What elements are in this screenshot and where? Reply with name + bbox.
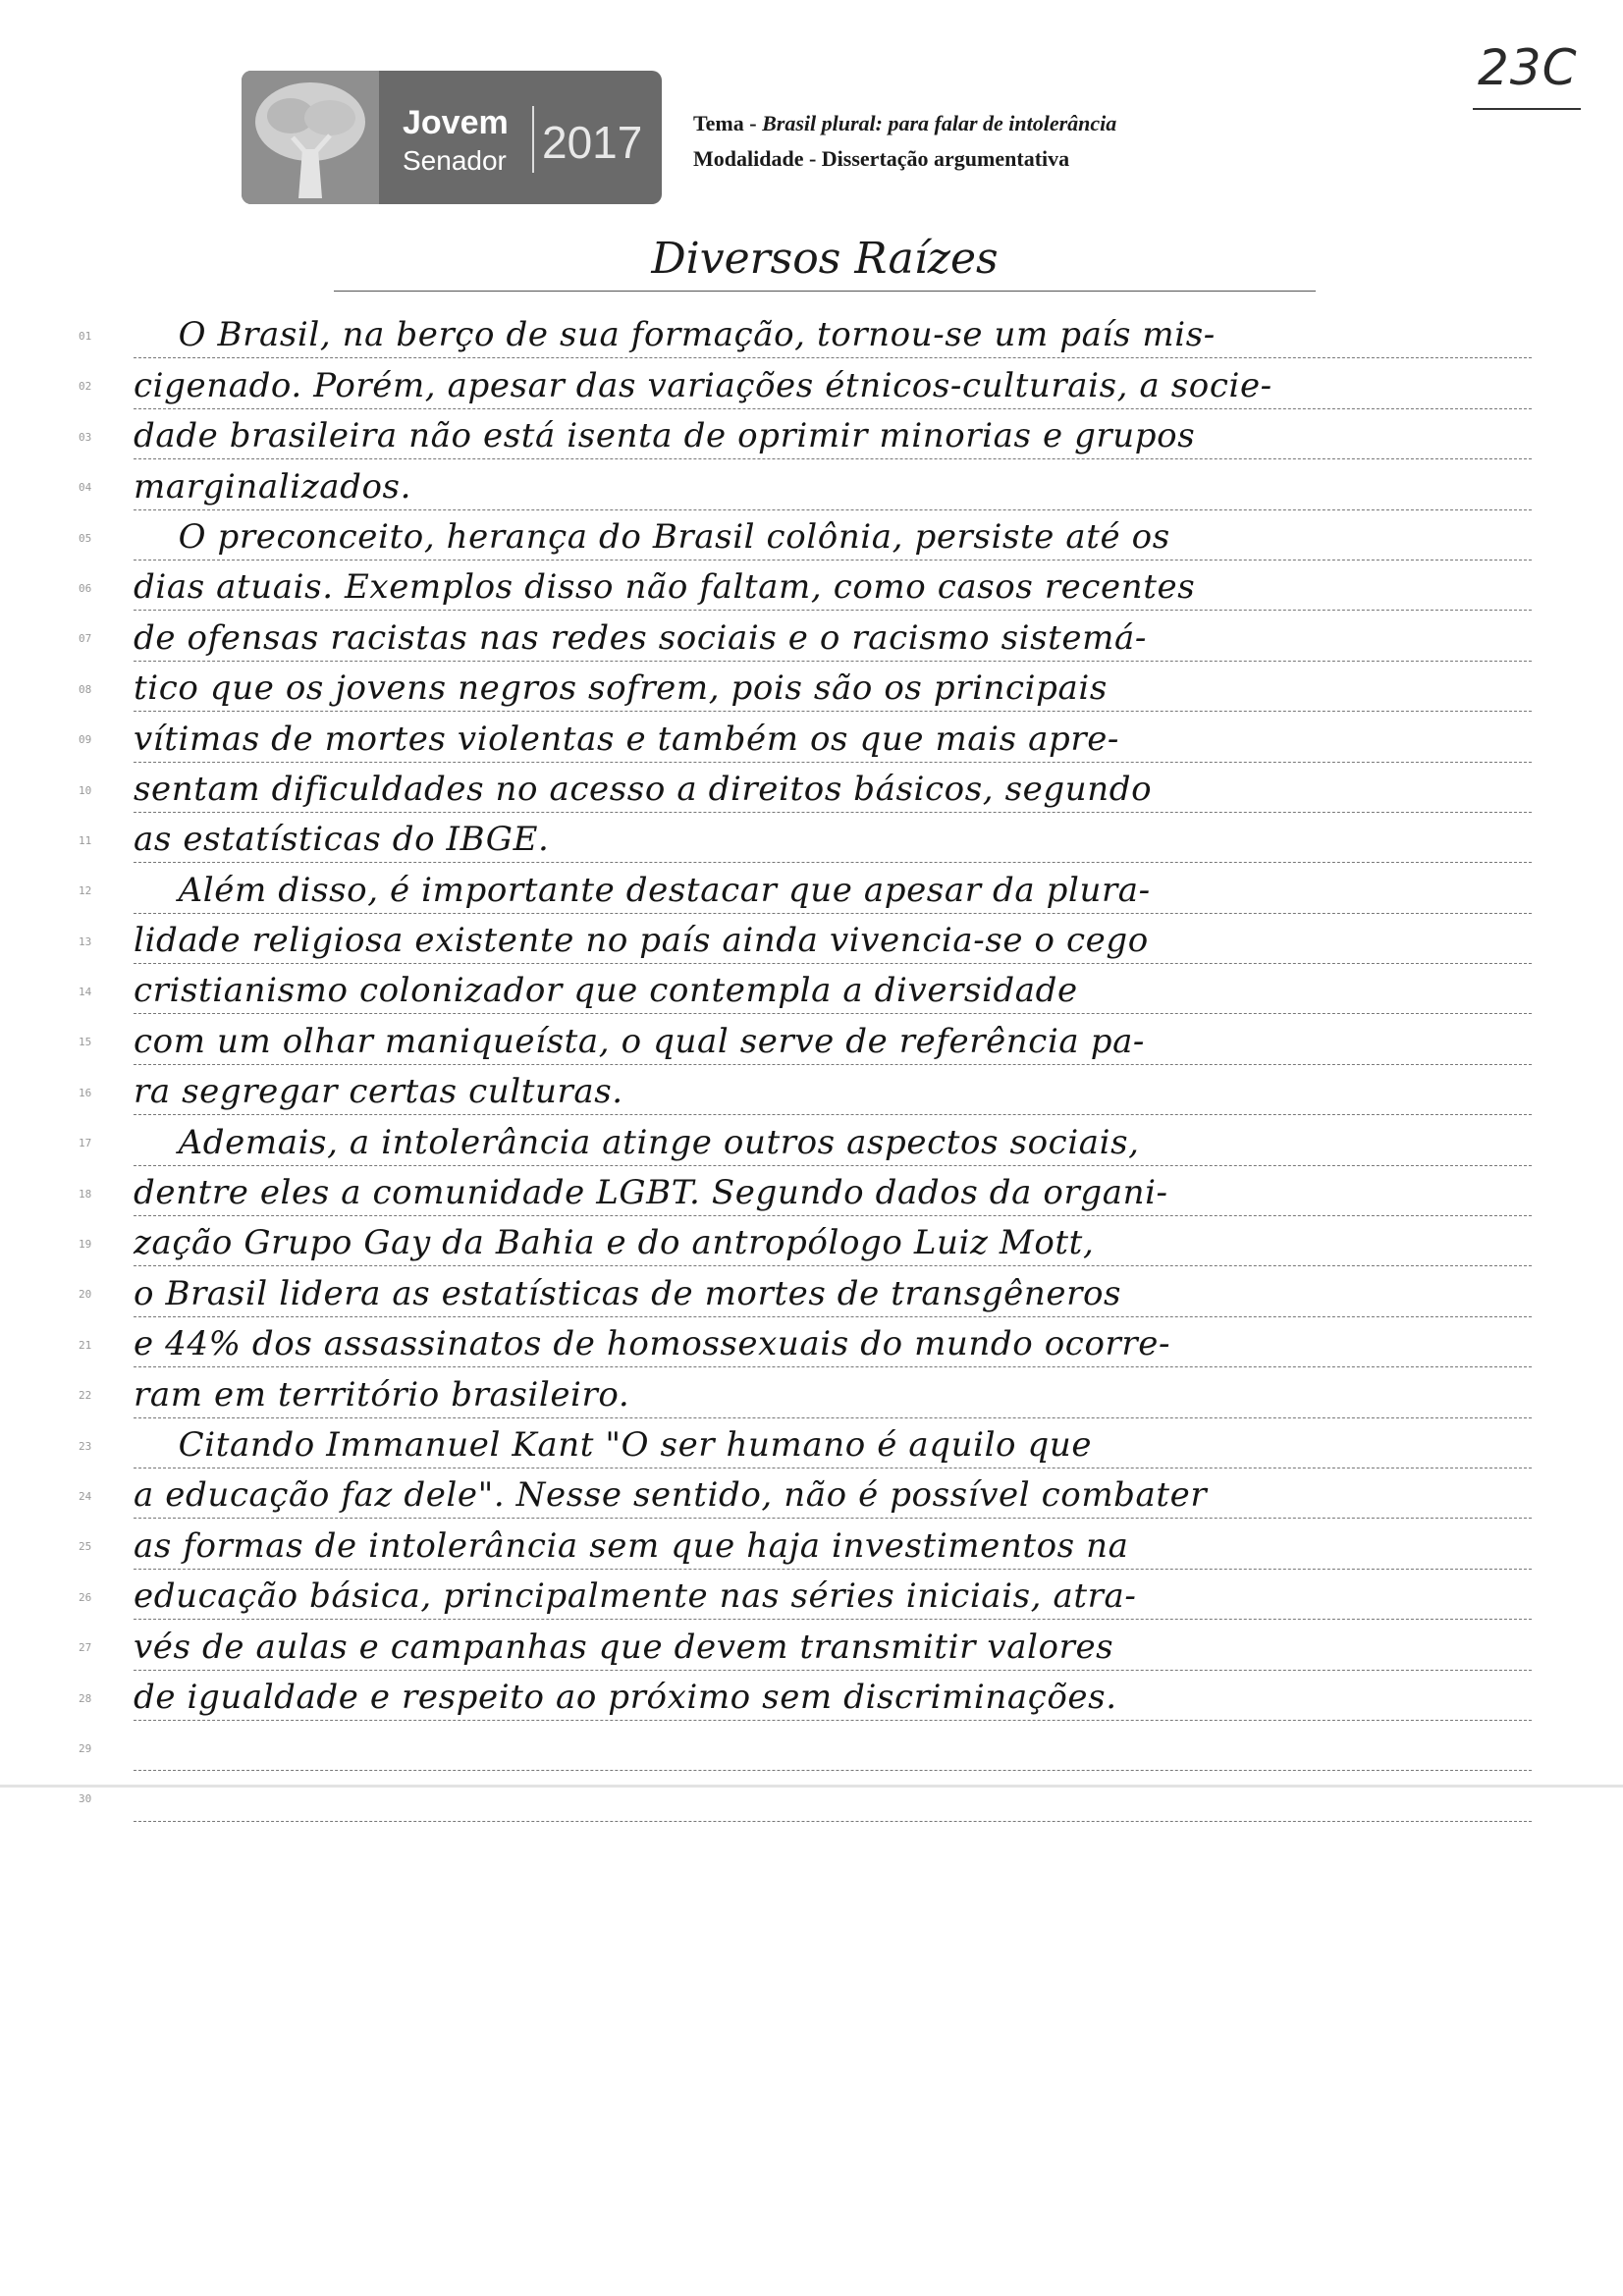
line-number: 26: [79, 1590, 92, 1604]
line-text: O preconceito, herança do Brasil colônia, persiste até os: [134, 516, 1170, 557]
essay-line: [79, 358, 1532, 408]
line-text: dade brasileira não está isenta de oprimir minorias e grupos: [134, 416, 1196, 456]
line-number: 10: [79, 783, 92, 797]
line-number: 12: [79, 884, 92, 898]
mode-line: [693, 141, 1116, 177]
line-number: 18: [79, 1187, 92, 1201]
essay-title: Diversos Raízes: [651, 234, 999, 284]
line-number: 03: [79, 430, 92, 444]
line-text: de igualdade e respeito ao próximo sem discriminações.: [134, 1677, 1117, 1717]
page-bottom-rule: [0, 1785, 1623, 1788]
theme-value: Brasil plural: para falar de intolerância: [762, 111, 1117, 135]
line-text: sentam dificuldades no acesso a direitos básicos, segundo: [134, 769, 1153, 809]
tree-icon: [242, 71, 379, 204]
line-text: lidade religiosa existente no país ainda vivencia-se o cego: [134, 921, 1149, 961]
essay-line: [79, 1266, 1532, 1316]
essay-line: [79, 1418, 1532, 1468]
line-text: com um olhar maniqueísta, o qual serve de referência pa-: [134, 1021, 1146, 1061]
essay-line: [79, 914, 1532, 964]
essay-lines: [79, 308, 1532, 1822]
mode-value: Dissertação argumentativa: [821, 146, 1070, 171]
line-number: 20: [79, 1288, 92, 1302]
jovem-senador-logo: [242, 71, 662, 204]
essay-line: [79, 964, 1532, 1014]
line-number: 28: [79, 1691, 92, 1705]
essay-line: [79, 1771, 1532, 1821]
line-number: 09: [79, 733, 92, 747]
line-number: 24: [79, 1489, 92, 1503]
essay-line: [79, 510, 1532, 561]
line-number: 04: [79, 481, 92, 495]
line-text: cigenado. Porém, apesar das variações étnicos-culturais, a socie-: [134, 365, 1272, 405]
essay-line: [79, 1519, 1532, 1569]
essay-line: [79, 459, 1532, 509]
page-number-underline: [1473, 108, 1581, 110]
line-number: 14: [79, 986, 92, 999]
essay-line: [79, 1115, 1532, 1165]
line-text: vés de aulas e campanhas que devem transmitir valores: [134, 1627, 1114, 1667]
theme-label: Tema -: [693, 111, 763, 135]
line-rule: [134, 1821, 1532, 1822]
line-number: 19: [79, 1238, 92, 1252]
essay-line: [79, 1065, 1532, 1115]
line-text: dias atuais. Exemplos disso não faltam, como casos recentes: [134, 567, 1196, 608]
essay-line: [79, 1216, 1532, 1266]
essay-line: [79, 662, 1532, 712]
line-text: Ademais, a intolerância atinge outros aspectos sociais,: [134, 1122, 1140, 1162]
essay-line: [79, 409, 1532, 459]
header-text: [693, 106, 1116, 177]
mode-label: Modalidade -: [693, 146, 822, 171]
line-text: dentre eles a comunidade LGBT. Segundo dados da organi-: [134, 1173, 1168, 1213]
essay-line: [79, 1367, 1532, 1417]
line-text: as estatísticas do IBGE.: [134, 820, 550, 860]
essay-line: [79, 763, 1532, 813]
line-number: 23: [79, 1439, 92, 1453]
line-number: 02: [79, 380, 92, 394]
logo-year: 2017: [542, 117, 643, 168]
line-number: 13: [79, 934, 92, 948]
essay-line: [79, 1570, 1532, 1620]
essay-line: [79, 561, 1532, 611]
essay-line: [79, 611, 1532, 661]
logo-word-jovem: Jovem: [403, 104, 509, 141]
line-number: 11: [79, 833, 92, 847]
line-text: marginalizados.: [134, 466, 411, 507]
essay-line: [79, 863, 1532, 913]
line-number: 15: [79, 1036, 92, 1049]
line-number: 08: [79, 682, 92, 696]
line-number: 17: [79, 1137, 92, 1150]
line-text: e 44% dos assassinatos de homossexuais do mundo ocorre-: [134, 1324, 1171, 1364]
essay-line: [79, 1721, 1532, 1771]
line-text: zação Grupo Gay da Bahia e do antropólogo Luiz Mott,: [134, 1223, 1095, 1263]
essay-line: [79, 1671, 1532, 1721]
essay-line: [79, 1468, 1532, 1519]
line-text: tico que os jovens negros sofrem, pois são os principais: [134, 668, 1108, 709]
essay-line: [79, 308, 1532, 358]
line-text: Citando Immanuel Kant "O ser humano é aquilo que: [134, 1424, 1093, 1465]
essay-line: [79, 1014, 1532, 1064]
line-number: 05: [79, 531, 92, 545]
line-number: 21: [79, 1338, 92, 1352]
essay-line: [79, 1317, 1532, 1367]
page-number: 23C: [1478, 39, 1578, 96]
line-number: 25: [79, 1540, 92, 1554]
line-text: Além disso, é importante destacar que apesar da plura-: [134, 870, 1151, 910]
line-number: 16: [79, 1086, 92, 1099]
line-number: 27: [79, 1641, 92, 1655]
line-text: O Brasil, na berço de sua formação, tornou-se um país mis-: [134, 315, 1216, 355]
title-rule: [334, 291, 1316, 292]
line-text: ram em território brasileiro.: [134, 1374, 630, 1415]
line-text: as formas de intolerância sem que haja investimentos na: [134, 1525, 1129, 1566]
essay-line: [79, 1620, 1532, 1670]
line-number: 01: [79, 330, 92, 343]
essay-line: [79, 712, 1532, 762]
essay-line: [79, 1166, 1532, 1216]
line-number: 29: [79, 1741, 92, 1755]
line-text: cristianismo colonizador que contempla a diversidade: [134, 971, 1078, 1011]
theme-line: [693, 106, 1116, 141]
line-text: a educação faz dele". Nesse sentido, não é possível combater: [134, 1475, 1208, 1516]
logo-divider: [532, 106, 534, 173]
line-number: 30: [79, 1792, 92, 1806]
line-number: 07: [79, 632, 92, 646]
line-text: ra segregar certas culturas.: [134, 1072, 623, 1112]
line-text: educação básica, principalmente nas séries iniciais, atra-: [134, 1576, 1137, 1617]
logo-word-senador: Senador: [403, 145, 507, 176]
essay-line: [79, 813, 1532, 863]
line-text: o Brasil lidera as estatísticas de mortes de transgêneros: [134, 1273, 1122, 1313]
line-number: 22: [79, 1389, 92, 1403]
line-text: vítimas de mortes violentas e também os que mais apre-: [134, 719, 1120, 759]
line-text: de ofensas racistas nas redes sociais e o racismo sistemá-: [134, 617, 1147, 658]
line-number: 06: [79, 581, 92, 595]
